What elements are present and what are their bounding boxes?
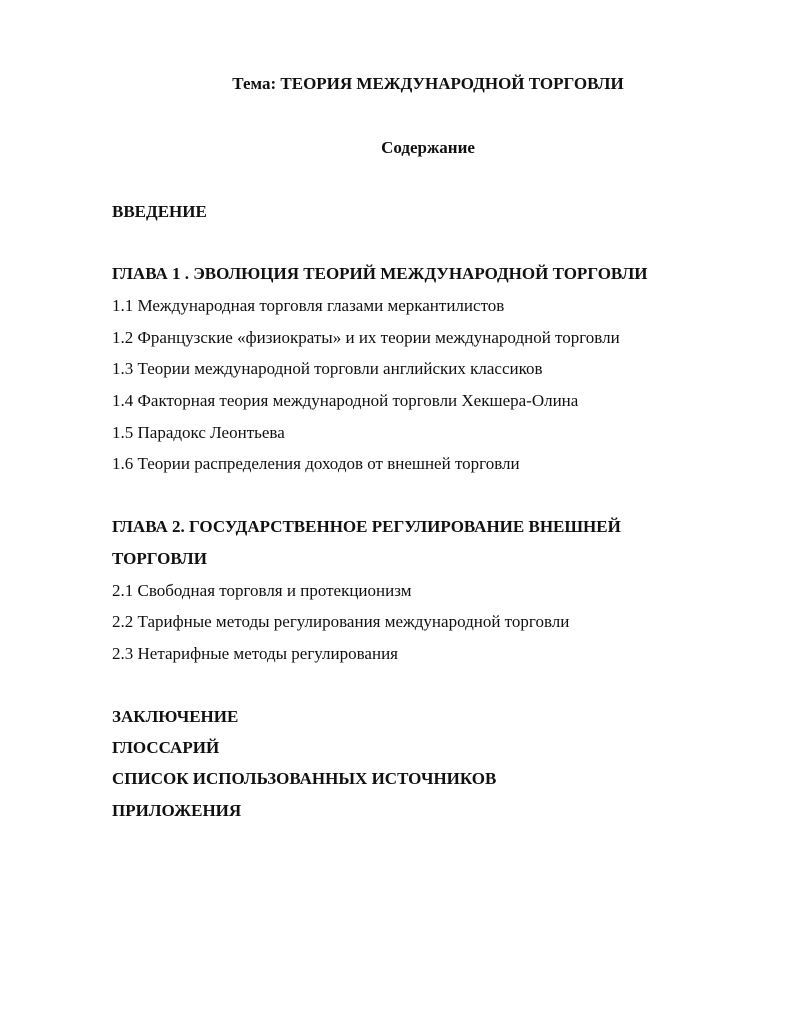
toc-chapter1-heading: ГЛАВА 1 . ЭВОЛЮЦИЯ ТЕОРИЙ МЕЖДУНАРОДНОЙ ТОРГОВЛИ bbox=[112, 264, 648, 283]
toc-section-1-3: 1.3 Теории международной торговли английских классиков bbox=[112, 359, 543, 378]
toc-section-1-2: 1.2 Французские «физиократы» и их теории международной торговли bbox=[112, 328, 620, 347]
toc-chapter2-heading-line1: ГЛАВА 2. ГОСУДАРСТВЕННОЕ РЕГУЛИРОВАНИЕ ВНЕШНЕЙ bbox=[112, 517, 621, 536]
toc-section-2-2: 2.2 Тарифные методы регулирования международной торговли bbox=[112, 612, 570, 631]
toc-section-1-6: 1.6 Теории распределения доходов от внешней торговли bbox=[112, 454, 520, 473]
toc-section-2-3: 2.3 Нетарифные методы регулирования bbox=[112, 644, 398, 663]
toc-section-1-4: 1.4 Факторная теория международной торговли Хекшера-Олина bbox=[112, 391, 579, 410]
toc-introduction: ВВЕДЕНИЕ bbox=[112, 202, 207, 221]
toc-sources: СПИСОК ИСПОЛЬЗОВАННЫХ ИСТОЧНИКОВ bbox=[112, 769, 497, 788]
toc-section-1-1: 1.1 Международная торговля глазами меркантилистов bbox=[112, 296, 505, 315]
contents-heading: Содержание bbox=[381, 138, 475, 157]
toc-conclusion: ЗАКЛЮЧЕНИЕ bbox=[112, 707, 239, 726]
document-title: Тема: ТЕОРИЯ МЕЖДУНАРОДНОЙ ТОРГОВЛИ bbox=[232, 74, 624, 93]
toc-chapter2-heading-line2: ТОРГОВЛИ bbox=[112, 549, 207, 568]
toc-section-2-1: 2.1 Свободная торговля и протекционизм bbox=[112, 581, 412, 600]
toc-glossary: ГЛОССАРИЙ bbox=[112, 738, 220, 757]
toc-section-1-5: 1.5 Парадокс Леонтьева bbox=[112, 423, 285, 442]
toc-appendices: ПРИЛОЖЕНИЯ bbox=[112, 801, 242, 820]
